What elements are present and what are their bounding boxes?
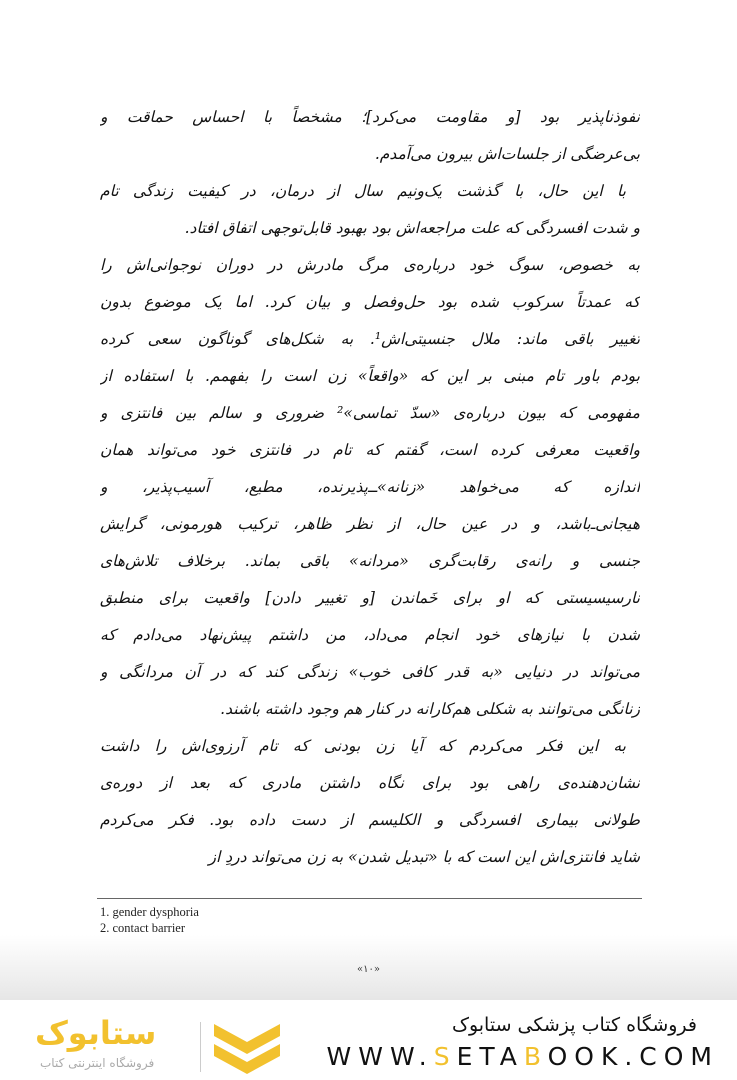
page-number: «۱۰» bbox=[357, 964, 380, 975]
text-line: نارسیسیستی که او برای خَماندن [و تغییر دادن] واقعیت برای منطبق bbox=[100, 589, 640, 607]
store-name: فروشگاه کتاب پزشکی ستابوک bbox=[451, 1014, 697, 1036]
url-part: S bbox=[433, 1042, 457, 1071]
chevron-logo-icon bbox=[212, 1022, 282, 1074]
logo-subtitle: فروشگاه اینترنتی کتاب bbox=[40, 1056, 155, 1070]
footnote-1: 1. gender dysphoria bbox=[100, 905, 199, 919]
text-line: شاید فانتزی‌اش این است که با «تبدیل شدن» به زن می‌تواند دردِ از bbox=[208, 848, 640, 866]
body-text bbox=[100, 100, 640, 877]
text-line: واقعیت معرفی کرده است، گفتم که تام در فانتزی خود می‌تواند همان bbox=[100, 441, 640, 459]
url-part: ETA bbox=[456, 1042, 524, 1071]
logo-wordmark: ستابوک bbox=[35, 1014, 157, 1052]
setabook-banner bbox=[0, 1000, 737, 1080]
text-line: هیجانی‌ـ‌باشد، و در عین حال، از نظر ظاهر، ترکیب هورمونی، گرایش bbox=[100, 515, 640, 533]
url-part: OOK.COM bbox=[547, 1042, 719, 1071]
text-line: بی‌عرضگی از جلسات‌اش بیرون می‌آمدم. bbox=[374, 145, 640, 163]
footnote-2: 2. contact barrier bbox=[100, 921, 186, 935]
text-line: که عمدتاً سرکوب شده بود حل‌وفصل و بیان کرد. اما یک موضوع بدون bbox=[100, 293, 640, 311]
footnote-divider bbox=[97, 898, 642, 899]
text-line: و شدت افسردگی که علت مراجعه‌اش بود بهبود قابل‌توجهی اتفاق افتاد. bbox=[184, 219, 640, 237]
text-line: بودم باور تام مبنی بر این که «واقعاً» زن است را بفهمم. با استفاده از bbox=[100, 367, 640, 385]
text-line: می‌تواند در دنیایی «به قدر کافی خوب» زندگی کند که در آن مردانگی و bbox=[100, 663, 640, 681]
text-line: زنانگی می‌توانند به شکلی هم‌کارانه در کنار هم وجود داشته باشند. bbox=[220, 700, 640, 718]
logo-separator bbox=[200, 1022, 201, 1072]
text-line: تغییر باقی ماند: ملال جنسیتی‌اش¹. به شکل‌های گوناگون سعی کرده bbox=[100, 330, 640, 348]
store-url[interactable] bbox=[327, 1042, 719, 1071]
text-line: جنسی و رانه‌ی رقابت‌گری «مردانه» باقی بماند. برخلاف تلاش‌های bbox=[100, 552, 640, 570]
text-line: به خصوص، سوگ خود درباره‌ی مرگ مادرش در دوران نوجوانی‌اش را bbox=[100, 256, 640, 274]
text-line: به این فکر می‌کردم که آیا زن بودنی که تام آرزوی‌اش را داشت bbox=[100, 737, 626, 755]
text-line: با این حال، با گذشت یک‌ونیم سال از درمان، در کیفیت زندگی تام bbox=[100, 182, 626, 200]
url-part: B bbox=[523, 1042, 548, 1071]
text-line: نفوذناپذیر بود [و مقاومت می‌کرد]؛ مشخصاً با احساس حماقت و bbox=[100, 108, 640, 126]
text-line: مفهومی که بیون درباره‌ی «سدّ تماسی»² ضروری و سالم بین فانتزی و bbox=[100, 404, 640, 422]
text-line: نشان‌دهنده‌ی راهی بود برای نگاه داشتن مادری که بعد از دوره‌ی bbox=[100, 774, 640, 792]
text-line: اندازه که می‌خواهد «زنانه»ـ‌ـ‌پذیرنده، مطیع، آسیب‌پذیر، و bbox=[100, 478, 640, 496]
text-line: شدن با نیازهای خود انجام می‌داد، من داشتم پیش‌نهاد می‌دادم که bbox=[100, 626, 640, 644]
url-part: WWW. bbox=[326, 1042, 434, 1071]
text-line: طولانی بیماری افسردگی و الکلیسم از دست داده بود. فکر می‌کردم bbox=[100, 811, 640, 829]
